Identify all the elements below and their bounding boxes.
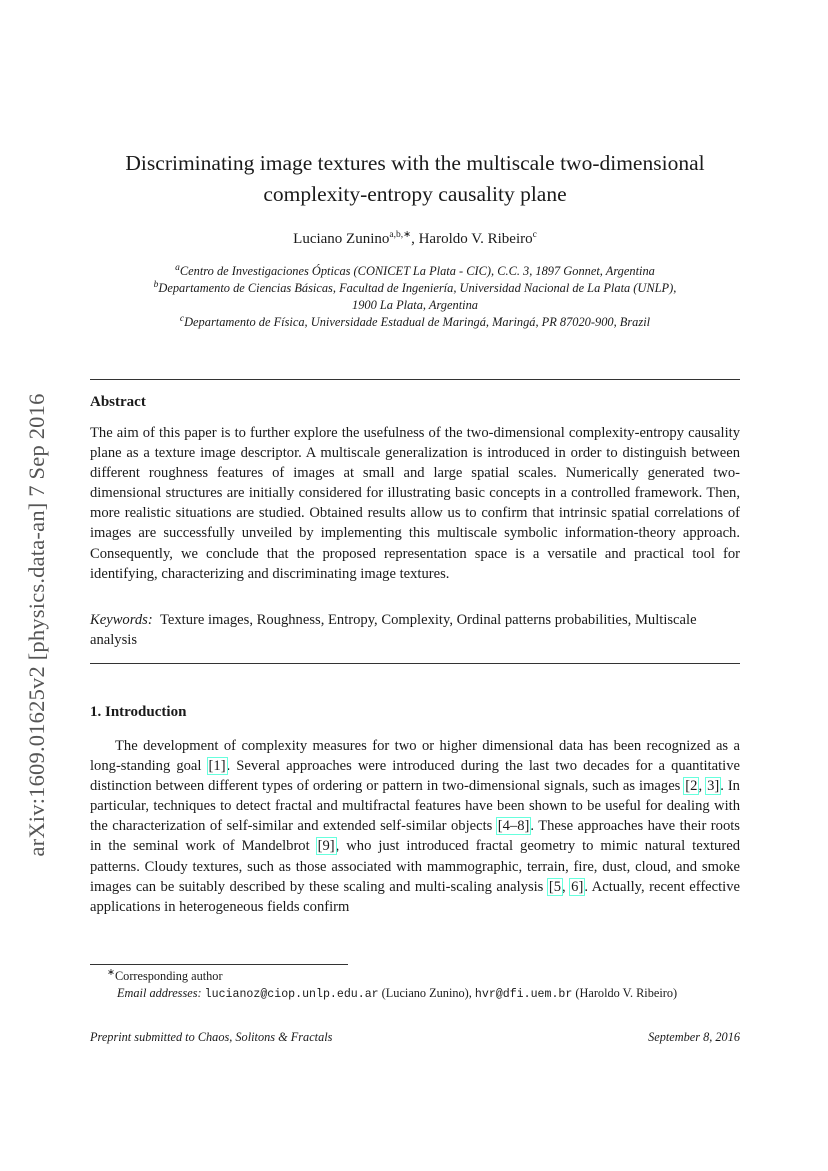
footnote-corresponding-text: Corresponding author [114,969,223,983]
keywords-text: Texture images, Roughness, Entropy, Complexity, Ordinal patterns probabilities, Multiscale analysis [90,612,697,649]
abstract-bottom-rule [90,663,740,664]
keywords-label: Keywords: [90,612,153,628]
paper-title [90,148,740,210]
intro-text: , [562,878,571,895]
email-owner-ribeiro: (Haroldo V. Ribeiro) [572,986,678,1000]
affil-mark-b: b [153,279,159,290]
affiliation-a [90,263,740,280]
affil-text-c: Departamento de Física, Universidade Estadual de Maringá, Maringá, PR 87020-900, Brazil [184,315,651,329]
affil-mark-c: c [179,313,185,324]
affil-text-a: Centro de Investigaciones Ópticas (CONICET La Plata - CIC), C.C. 3, 1897 Gonnet, Argentina [179,264,655,278]
intro-text: The development of complexity measures for two or higher dimensional data has been recognized as a long-standing goal [90,738,740,775]
affil-mark-a: a [175,262,180,273]
citation-link[interactable]: [4–8] [497,818,530,835]
footnote-corresponding [90,968,740,985]
author-1-affil: a,b,∗ [389,230,412,240]
footnote-rule [90,964,348,965]
keywords [90,610,740,650]
citation-link[interactable]: 6] [571,878,584,895]
affiliation-b [90,280,740,297]
affil-text-b: Departamento de Ciencias Básicas, Facultad de Ingeniería, Universidad Nacional de La Plata (UNLP), [158,281,677,295]
intro-text: . In particular, techniques to detect fractal and multifractal features have been shown to be useful for dealing with the characterization of self-similar and extended self-similar objects [90,778,740,835]
intro-text: , who just introduced fractal geometry to mimic natural textured patterns. Cloudy textures, such as those associated with mammographic, terrain, fire, dust, cloud, and smoke images can be suitably described by these scaling and multi-scaling analysis [90,838,740,895]
email-link-ribeiro[interactable]: hvr@dfi.uem.br [474,988,573,1001]
footnote-emails [90,985,740,1003]
author-1-name: Luciano Zunino [293,231,390,247]
affiliations [90,263,740,331]
affiliation-c [90,314,740,331]
citation-link[interactable]: [9] [317,838,335,855]
preprint-date: September 8, 2016 [648,1030,740,1044]
arxiv-sidebar [22,335,52,915]
abstract-heading: Abstract [90,394,146,410]
author-2-affil: c [532,230,537,240]
intro-paragraph [90,736,740,917]
author-2-name: Haroldo V. Ribeiro [418,231,533,247]
section-heading-introduction: 1. Introduction [90,704,187,720]
preprint-footer [90,1030,740,1045]
citation-link[interactable]: [5 [548,878,562,895]
abstract-text: The aim of this paper is to further explore the usefulness of the two-dimensional complexity-entropy causality plane as a texture image descriptor. A multiscale generalization is introduced in order to distinguish between different roughness features of images at small and large spatial scales. Numerically generated two-dimensional structures are initially considered for illustrating basic concepts in a controlled framework. Then, more realistic situations are studied. Obtained results allow us to confirm that intrinsic spatial correlations of images are successfully unveiled by implementing this multiscale symbolic information-theory approach. Consequently, we conclude that the proposed representation space is a versatile and practical tool for identifying, characterizing and discriminating image textures. [90,425,740,582]
email-link-zunino[interactable]: lucianoz@ciop.unlp.edu.ar [204,988,379,1001]
email-owner-zunino: (Luciano Zunino), [378,986,475,1000]
abstract-top-rule [90,379,740,380]
title-line-2: complexity-entropy causality plane [263,182,567,206]
citation-link[interactable]: [1] [208,758,226,775]
title-line-1: Discriminating image textures with the multiscale two-dimensional [125,151,705,175]
footnote-mark: ∗ [107,967,115,978]
arxiv-identifier: arXiv:1609.01625v2 [physics.data-an] 7 Sep 2016 [24,393,49,857]
preprint-journal: Preprint submitted to Chaos, Solitons & Fractals [90,1030,333,1044]
intro-text: , [698,778,707,795]
citation-link[interactable]: [2 [685,778,698,795]
email-label: Email addresses: [117,986,202,1000]
citation-link[interactable]: 3] [707,778,720,795]
intro-text: . Several approaches were introduced during the last two decades for a quantitative distinction between different types of ordering or pattern in two-dimensional signals, such as images [90,758,740,795]
intro-text: . These approaches have their roots in the seminal work of Mandelbrot [90,818,740,855]
intro-text: . Actually, recent effective applications in heterogeneous fields confirm [90,878,741,915]
author-separator: , [411,231,419,247]
author-list [90,231,740,248]
affiliation-b-cont: 1900 La Plata, Argentina [352,298,478,312]
